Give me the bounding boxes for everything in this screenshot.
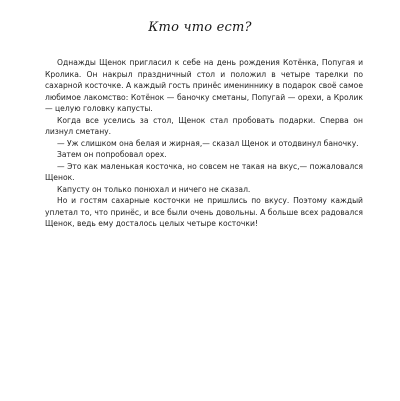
paragraph: Когда все уселись за стол, Щенок стал пробовать подарки. Сперва он лизнул сметану. xyxy=(45,115,363,136)
paragraph: — Это как маленькая косточка, но совсем не такая на вкус,— пожаловался Щенок. xyxy=(45,161,363,182)
paragraph: Затем он попробовал орех. xyxy=(57,150,167,159)
paragraph: Однажды Щенок пригласил к себе на день рождения Котёнка, Попугая и Кролика. Он накрыл праздничный стол и положил в четыре тарелки по сахарной косточке. А каждый гость принёс имениннику в подарок своё самое любимое лакомство: Котёнок — баночку сметаны, Попугай — орехи, а Кролик — целую головку капусты. xyxy=(45,58,363,113)
paragraph: Но и гостям сахарные косточки не пришлись по вкусу. Поэтому каждый уплетал то, что принёс, и все были очень довольны. А больше всех радовался Щенок, ведь ему досталось целых четыре косточки! xyxy=(45,196,363,228)
paragraph: Капусту он только понюхал и ничего не сказал. xyxy=(57,184,251,194)
story-title: Кто что ест? xyxy=(148,20,252,35)
paragraph: — Уж слишком она белая и жирная,— сказал Щенок и отодвинул баночку. xyxy=(57,138,359,148)
story-text xyxy=(45,57,363,230)
